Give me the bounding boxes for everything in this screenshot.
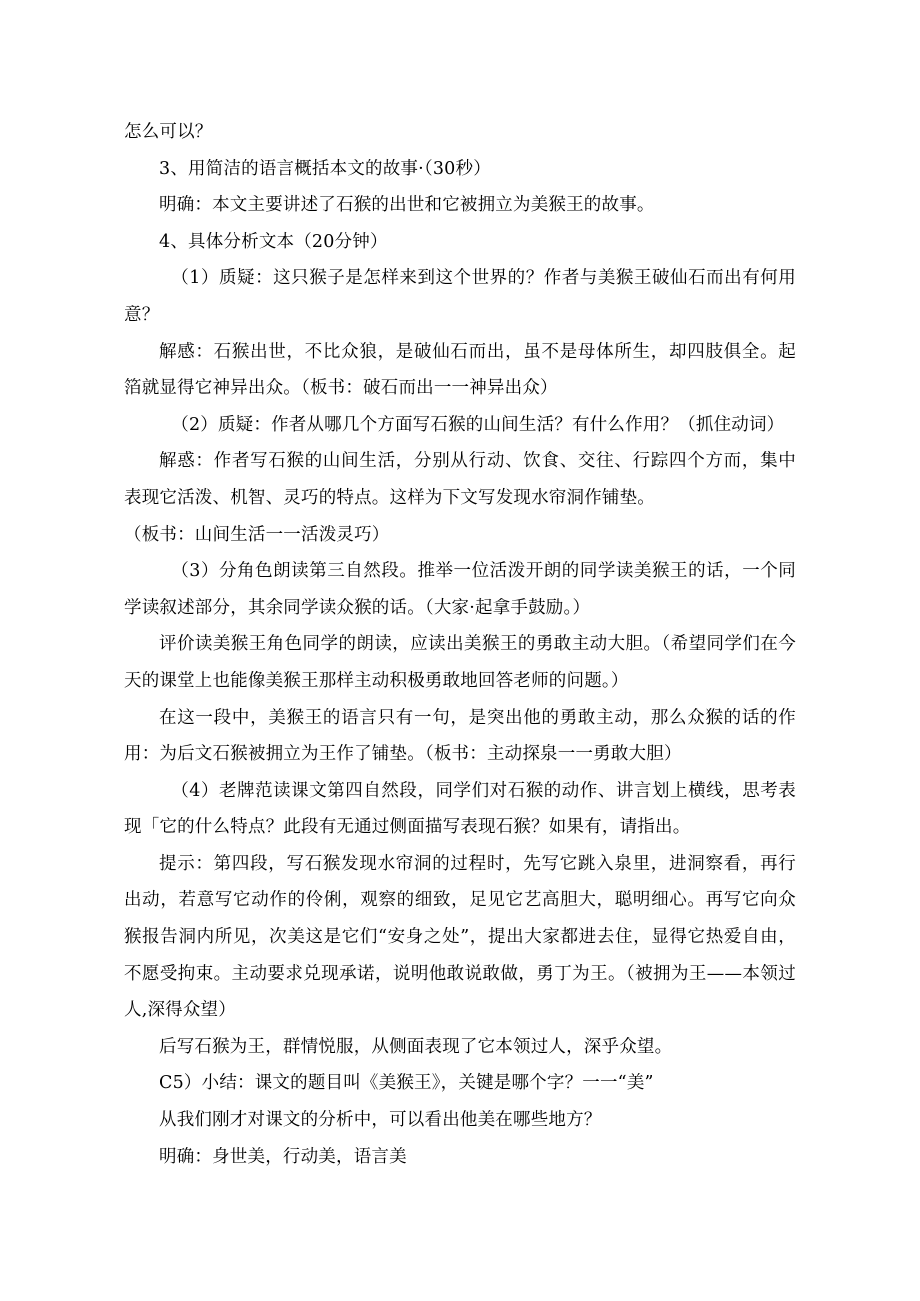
- paragraph: （板书：山间生活一一活泼灵巧）: [124, 524, 390, 545]
- paragraph: 解感：石猴出世，不比众狼，是破仙石而出，虽不是母体所生，却四肢俱全。起箔就显得它神异出众。（板书：破石而出一一神异出众）: [124, 341, 796, 399]
- paragraph: 提示：第四段，写石猴发现水帘洞的过程时，先写它跳入泉里，进洞察看，再行出动，若意写它动作的伶俐，观察的细致，足见它艺高胆大，聪明细心。再写它向众猴报告洞内所见，次美这是它们“安身之处”，提出大家都进去住，显得它热爱自由，不愿受拘束。主动要求兑现承诺，说明他敢说敢做，勇丁为王。（被拥为王——本领过人,深得众望）: [124, 853, 796, 1021]
- paragraph: 4、具体分析文本（20分钟）: [159, 231, 388, 252]
- paragraph: 明确：身世美，行动美，语言美: [159, 1146, 407, 1167]
- paragraph: 在这一段中，美猴王的语言只有一句，是突出他的勇敢主动，那么众猴的话的作用：为后文石猴被拥立为王作了铺垫。（板书：主动探泉一一勇敢大胆）: [124, 707, 796, 765]
- paragraph: 后写石猴为王，群情悦服，从侧面表现了它本领过人，深乎众望。: [159, 1036, 673, 1057]
- paragraph: 评价读美猴王角色同学的朗读，应读出美猴王的勇敢主动大胆。（希望同学们在今天的课堂上也能像美猴王那样主动积极勇敢地回答老师的问题。）: [124, 634, 796, 691]
- paragraph: （3）分角色朗读第三自然段。推举一位活泼开朗的同学读美猴王的话，一个同学读叙述部分，其余同学读众猴的话。（大家·起拿手鼓励。）: [124, 561, 796, 618]
- paragraph: （1）质疑：这只猴子是怎样来到这个世界的？作者与美猴王破仙石而出有何用意？: [124, 268, 796, 325]
- paragraph: 明确：本文主要讲述了石猴的出世和它被拥立为美猴王的故事。: [159, 195, 655, 216]
- paragraph: 怎么可以？: [124, 122, 213, 142]
- paragraph: （2）质疑：作者从哪几个方面写石猴的山间生活？有什么作用？（抓住动词）: [171, 414, 785, 435]
- paragraph: 解惑：作者写石猴的山间生活，分别从行动、饮食、交往、行踪四个方而，集中表现它活泼、机智、灵巧的特点。这样为下文写发现水帘洞作铺垫。: [124, 451, 796, 508]
- paragraph: C5）小结：课文的题目叫《美猴王》，关键是哪个字？一一“美”: [159, 1073, 654, 1094]
- paragraph: 3、用简洁的语言概括本文的故事·（30秒）: [159, 158, 491, 179]
- paragraph: 从我们刚才对课文的分析中，可以看出他美在哪些地方？: [159, 1110, 602, 1131]
- paragraph: （4）老牌范读课文第四自然段，同学们对石猴的动作、讲言划上横线，思考表现「它的什么特点？此段有无通过侧面描写表现石猴？如果有，请指出。: [124, 780, 796, 838]
